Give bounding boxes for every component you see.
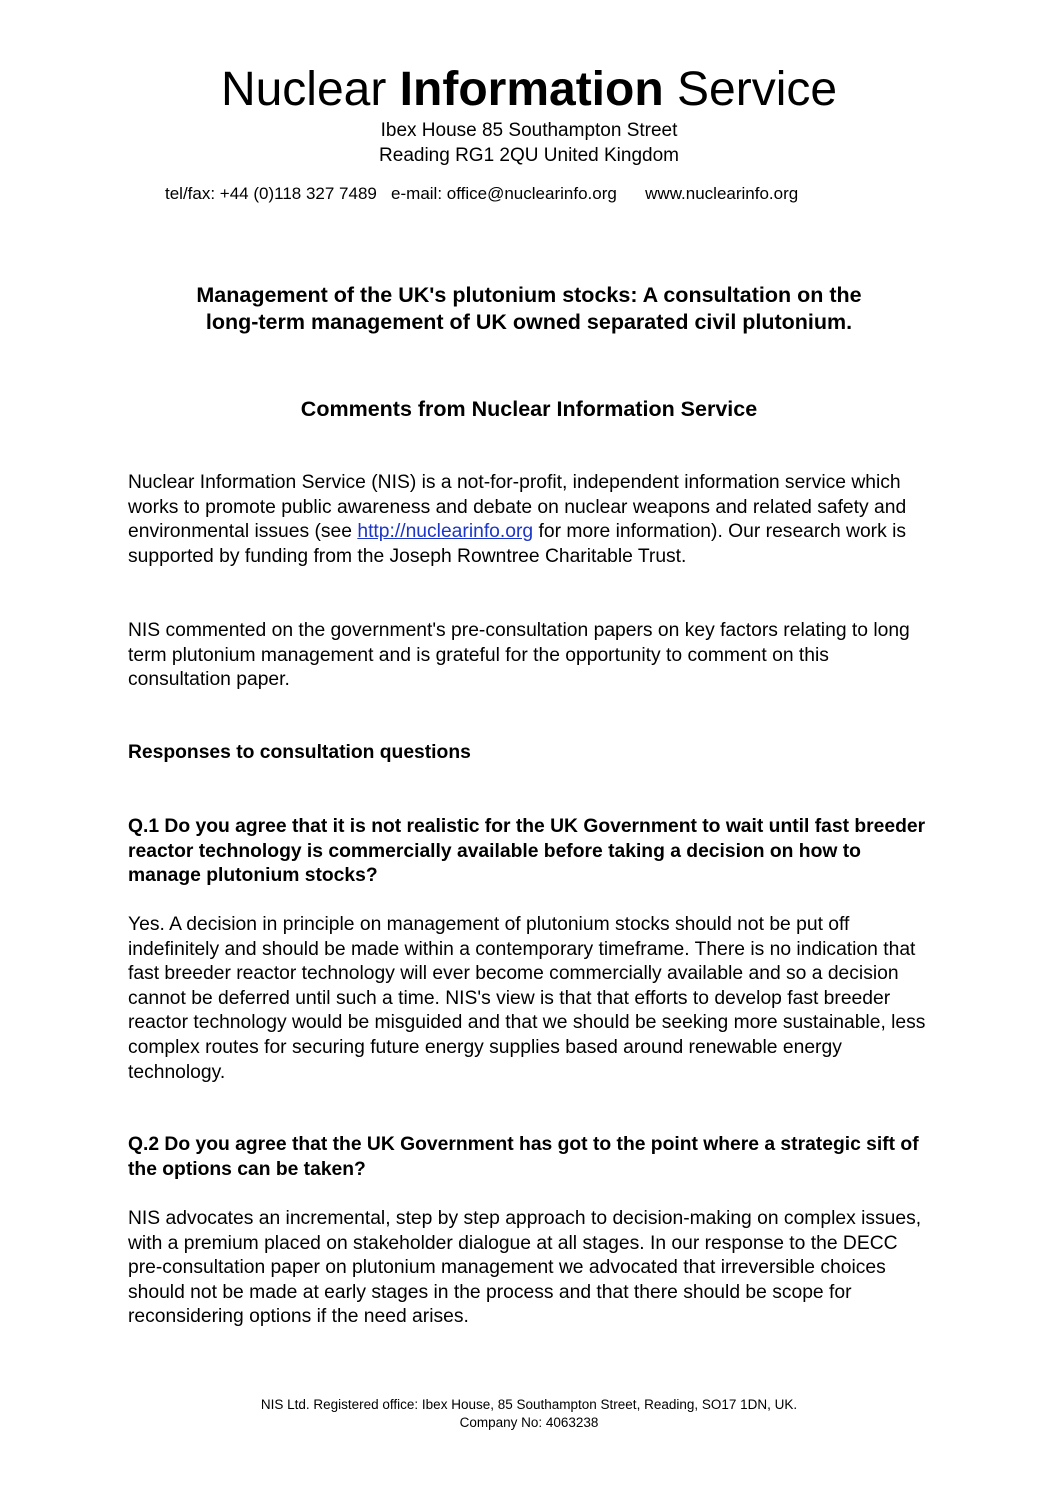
footer-line-1: NIS Ltd. Registered office: Ibex House, 85 Southampton Street, Reading, SO17 1DN, UK. [260,1397,798,1412]
answer-2: NIS advocates an incremental, step by step approach to decision-making on complex issues, with a premium placed on stakeholder dialogue at all stages. In our response to the DECC pre-consultation paper on plutonium management we advocated that irreversible choices should not be made at early stages in the process and that there should be scope for reconsidering options if the need arises. [128,1208,922,1328]
intro-text: for more information). Our research work is supported by funding from the Joseph Rowntree Charitable Trust. [128,521,907,567]
paragraph-2: NIS commented on the government's pre-consultation papers on key factors relating to long term plutonium management and is grateful for the opportunity to comment on this consultation paper. [128,620,910,691]
document-subtitle: Comments from Nuclear Information Service [300,397,758,421]
title-line-1: Management of the UK's plutonium stocks: A consultation on the [196,283,862,307]
address-line-1: Ibex House 85 Southampton Street [380,120,678,141]
org-name-part: Service [663,63,838,116]
document-title [0,282,1058,336]
intro-paragraph [128,471,928,569]
footer-line-2: Company No: 4063238 [459,1415,599,1430]
org-name-part: Nuclear [220,63,400,116]
responses-heading: Responses to consultation questions [128,742,471,763]
title-line-2: long-term management of UK owned separated civil plutonium. [205,310,853,334]
answer-1: Yes. A decision in principle on management of plutonium stocks should not be put off indefinitely and should be made within a contemporary timeframe. There is no indication that fast breeder reactor technology will ever become commercially available and so a decision cannot be deferred until such a time. NIS's view is that that efforts to develop fast breeder reactor technology would be misguided and that we should be seeking more sustainable, less complex routes for securing future energy supplies based around renewable energy technology. [128,914,926,1083]
letterhead [0,62,1058,168]
question-1: Q.1 Do you agree that it is not realistic for the UK Government to wait until fast breeder reactor technology is commercially available before taking a decision on how to manage plutonium stocks? [128,816,926,887]
org-name-bold-part: Information [399,63,664,116]
nuclearinfo-link[interactable]: http://nuclearinfo.org [357,521,534,543]
footer [0,1396,1058,1432]
organization-name [0,62,1058,118]
question-2: Q.2 Do you agree that the UK Government has got to the point where a strategic sift of the options can be taken? [128,1134,919,1180]
address-line-2: Reading RG1 2QU United Kingdom [379,145,679,166]
contact-line: tel/fax: +44 (0)118 327 7489 e-mail: office@nuclearinfo.org www.nuclearinfo.org [165,184,799,203]
intro-text: Nuclear Information Service (NIS) is a not-for-profit, independent information service which works to promote public awareness and debate on nuclear weapons and related safety and environmental issues (see [128,472,907,543]
